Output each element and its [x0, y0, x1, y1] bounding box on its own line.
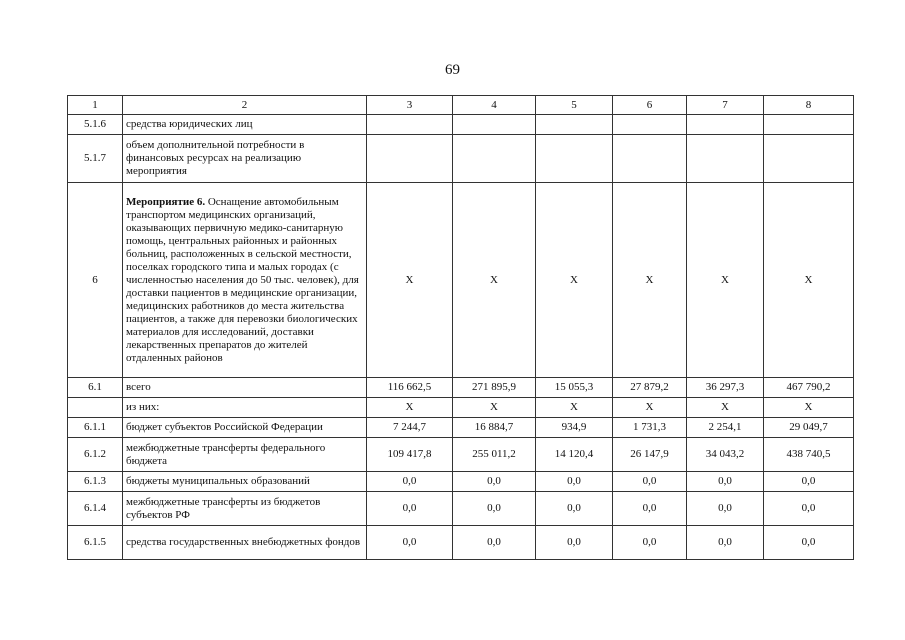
row-label-text: средства государственных внебюджетных фондов: [126, 536, 361, 548]
value-cell: [764, 115, 854, 135]
header-cell: 5: [536, 96, 613, 115]
header-cell: 7: [687, 96, 764, 115]
value-cell: 0,0: [613, 492, 687, 526]
value-cell: X: [453, 183, 536, 378]
row-label: [123, 135, 367, 183]
row-label-text: объем дополнительной потребности в финансовых ресурсах на реализацию мероприятия: [126, 139, 305, 177]
value-cell: X: [536, 183, 613, 378]
row-number: 6.1.4: [68, 492, 123, 526]
value-cell: [453, 135, 536, 183]
value-cell: 7 244,7: [367, 418, 453, 438]
value-cell: 1 731,3: [613, 418, 687, 438]
row-label: [123, 472, 367, 492]
value-cell: X: [367, 398, 453, 418]
value-cell: 27 879,2: [613, 378, 687, 398]
value-cell: 26 147,9: [613, 438, 687, 472]
table-row: [68, 418, 854, 438]
row-number: 6: [68, 183, 123, 378]
row-label: [123, 378, 367, 398]
row-number: 5.1.6: [68, 115, 123, 135]
value-cell: 16 884,7: [453, 418, 536, 438]
row-label: [123, 398, 367, 418]
header-cell: 8: [764, 96, 854, 115]
header-cell: 3: [367, 96, 453, 115]
value-cell: 0,0: [613, 526, 687, 560]
value-cell: [613, 135, 687, 183]
header-cell: 2: [123, 96, 367, 115]
value-cell: X: [613, 183, 687, 378]
value-cell: 271 895,9: [453, 378, 536, 398]
row-label: [123, 526, 367, 560]
row-label: [123, 492, 367, 526]
row-label: [123, 183, 367, 378]
value-cell: [367, 115, 453, 135]
row-number: 6.1.3: [68, 472, 123, 492]
value-cell: 109 417,8: [367, 438, 453, 472]
value-cell: 116 662,5: [367, 378, 453, 398]
value-cell: 0,0: [536, 492, 613, 526]
value-cell: [687, 115, 764, 135]
table-row: [68, 472, 854, 492]
value-cell: X: [764, 183, 854, 378]
value-cell: X: [764, 398, 854, 418]
value-cell: 934,9: [536, 418, 613, 438]
table-row: [68, 378, 854, 398]
table-row: [68, 492, 854, 526]
budget-table: [67, 95, 854, 560]
value-cell: 255 011,2: [453, 438, 536, 472]
value-cell: 0,0: [687, 526, 764, 560]
header-cell: 6: [613, 96, 687, 115]
row-label-text: Оснащение автомобильным транспортом медицинских организаций, оказывающих первичную медико-санитарную помощь, центральных районных и районных больниц, расположенных в сельской местности, поселках городского типа и малых городах (с численностью населения до 50 тыс. человек), для доставки пациентов в медицинские организации, медицинских работников до места жительства пациентов, а также для перевозки биологических материалов для исследований, доставки лекарственных препаратов до жителей отдаленных районов: [126, 195, 359, 364]
header-cell: 1: [68, 96, 123, 115]
row-label: [123, 438, 367, 472]
value-cell: 15 055,3: [536, 378, 613, 398]
row-label-text: межбюджетные трансферты из бюджетов субъектов РФ: [126, 495, 321, 521]
value-cell: 0,0: [613, 472, 687, 492]
value-cell: X: [613, 398, 687, 418]
value-cell: 0,0: [687, 492, 764, 526]
value-cell: 34 043,2: [687, 438, 764, 472]
row-number: 6.1.1: [68, 418, 123, 438]
table-row: [68, 183, 854, 378]
value-cell: 0,0: [453, 472, 536, 492]
value-cell: 2 254,1: [687, 418, 764, 438]
value-cell: [453, 115, 536, 135]
row-label-text: бюджет субъектов Российской Федерации: [126, 421, 323, 433]
value-cell: 0,0: [367, 526, 453, 560]
value-cell: [536, 135, 613, 183]
value-cell: 0,0: [687, 472, 764, 492]
row-number: [68, 398, 123, 418]
row-label-text: межбюджетные трансферты федерального бюджета: [126, 441, 326, 467]
table-row: [68, 115, 854, 135]
value-cell: 36 297,3: [687, 378, 764, 398]
table-row: [68, 438, 854, 472]
value-cell: [613, 115, 687, 135]
row-number: 6.1.5: [68, 526, 123, 560]
value-cell: [764, 135, 854, 183]
value-cell: 29 049,7: [764, 418, 854, 438]
value-cell: [536, 115, 613, 135]
value-cell: X: [536, 398, 613, 418]
value-cell: 0,0: [367, 472, 453, 492]
header-cell: 4: [453, 96, 536, 115]
value-cell: 0,0: [764, 526, 854, 560]
value-cell: 0,0: [536, 526, 613, 560]
row-number: 6.1.2: [68, 438, 123, 472]
row-label-text: бюджеты муниципальных образований: [126, 475, 310, 487]
page-number: 69: [445, 62, 460, 78]
value-cell: 0,0: [764, 472, 854, 492]
value-cell: 0,0: [453, 492, 536, 526]
header-row: [68, 96, 854, 115]
value-cell: [687, 135, 764, 183]
value-cell: X: [687, 183, 764, 378]
row-label-text: из них:: [126, 401, 160, 413]
value-cell: 467 790,2: [764, 378, 854, 398]
value-cell: 438 740,5: [764, 438, 854, 472]
value-cell: X: [687, 398, 764, 418]
row-number: 6.1: [68, 378, 123, 398]
value-cell: X: [453, 398, 536, 418]
value-cell: X: [367, 183, 453, 378]
table-row: [68, 398, 854, 418]
row-label: [123, 418, 367, 438]
row-number: 5.1.7: [68, 135, 123, 183]
value-cell: [367, 135, 453, 183]
value-cell: 0,0: [764, 492, 854, 526]
row-label-bold: Мероприятие 6.: [126, 195, 206, 208]
row-label-text: средства юридических лиц: [126, 118, 253, 130]
table-row: [68, 135, 854, 183]
value-cell: 0,0: [536, 472, 613, 492]
value-cell: 14 120,4: [536, 438, 613, 472]
row-label-text: всего: [126, 381, 151, 393]
table-row: [68, 526, 854, 560]
value-cell: 0,0: [453, 526, 536, 560]
row-label: [123, 115, 367, 135]
value-cell: 0,0: [367, 492, 453, 526]
